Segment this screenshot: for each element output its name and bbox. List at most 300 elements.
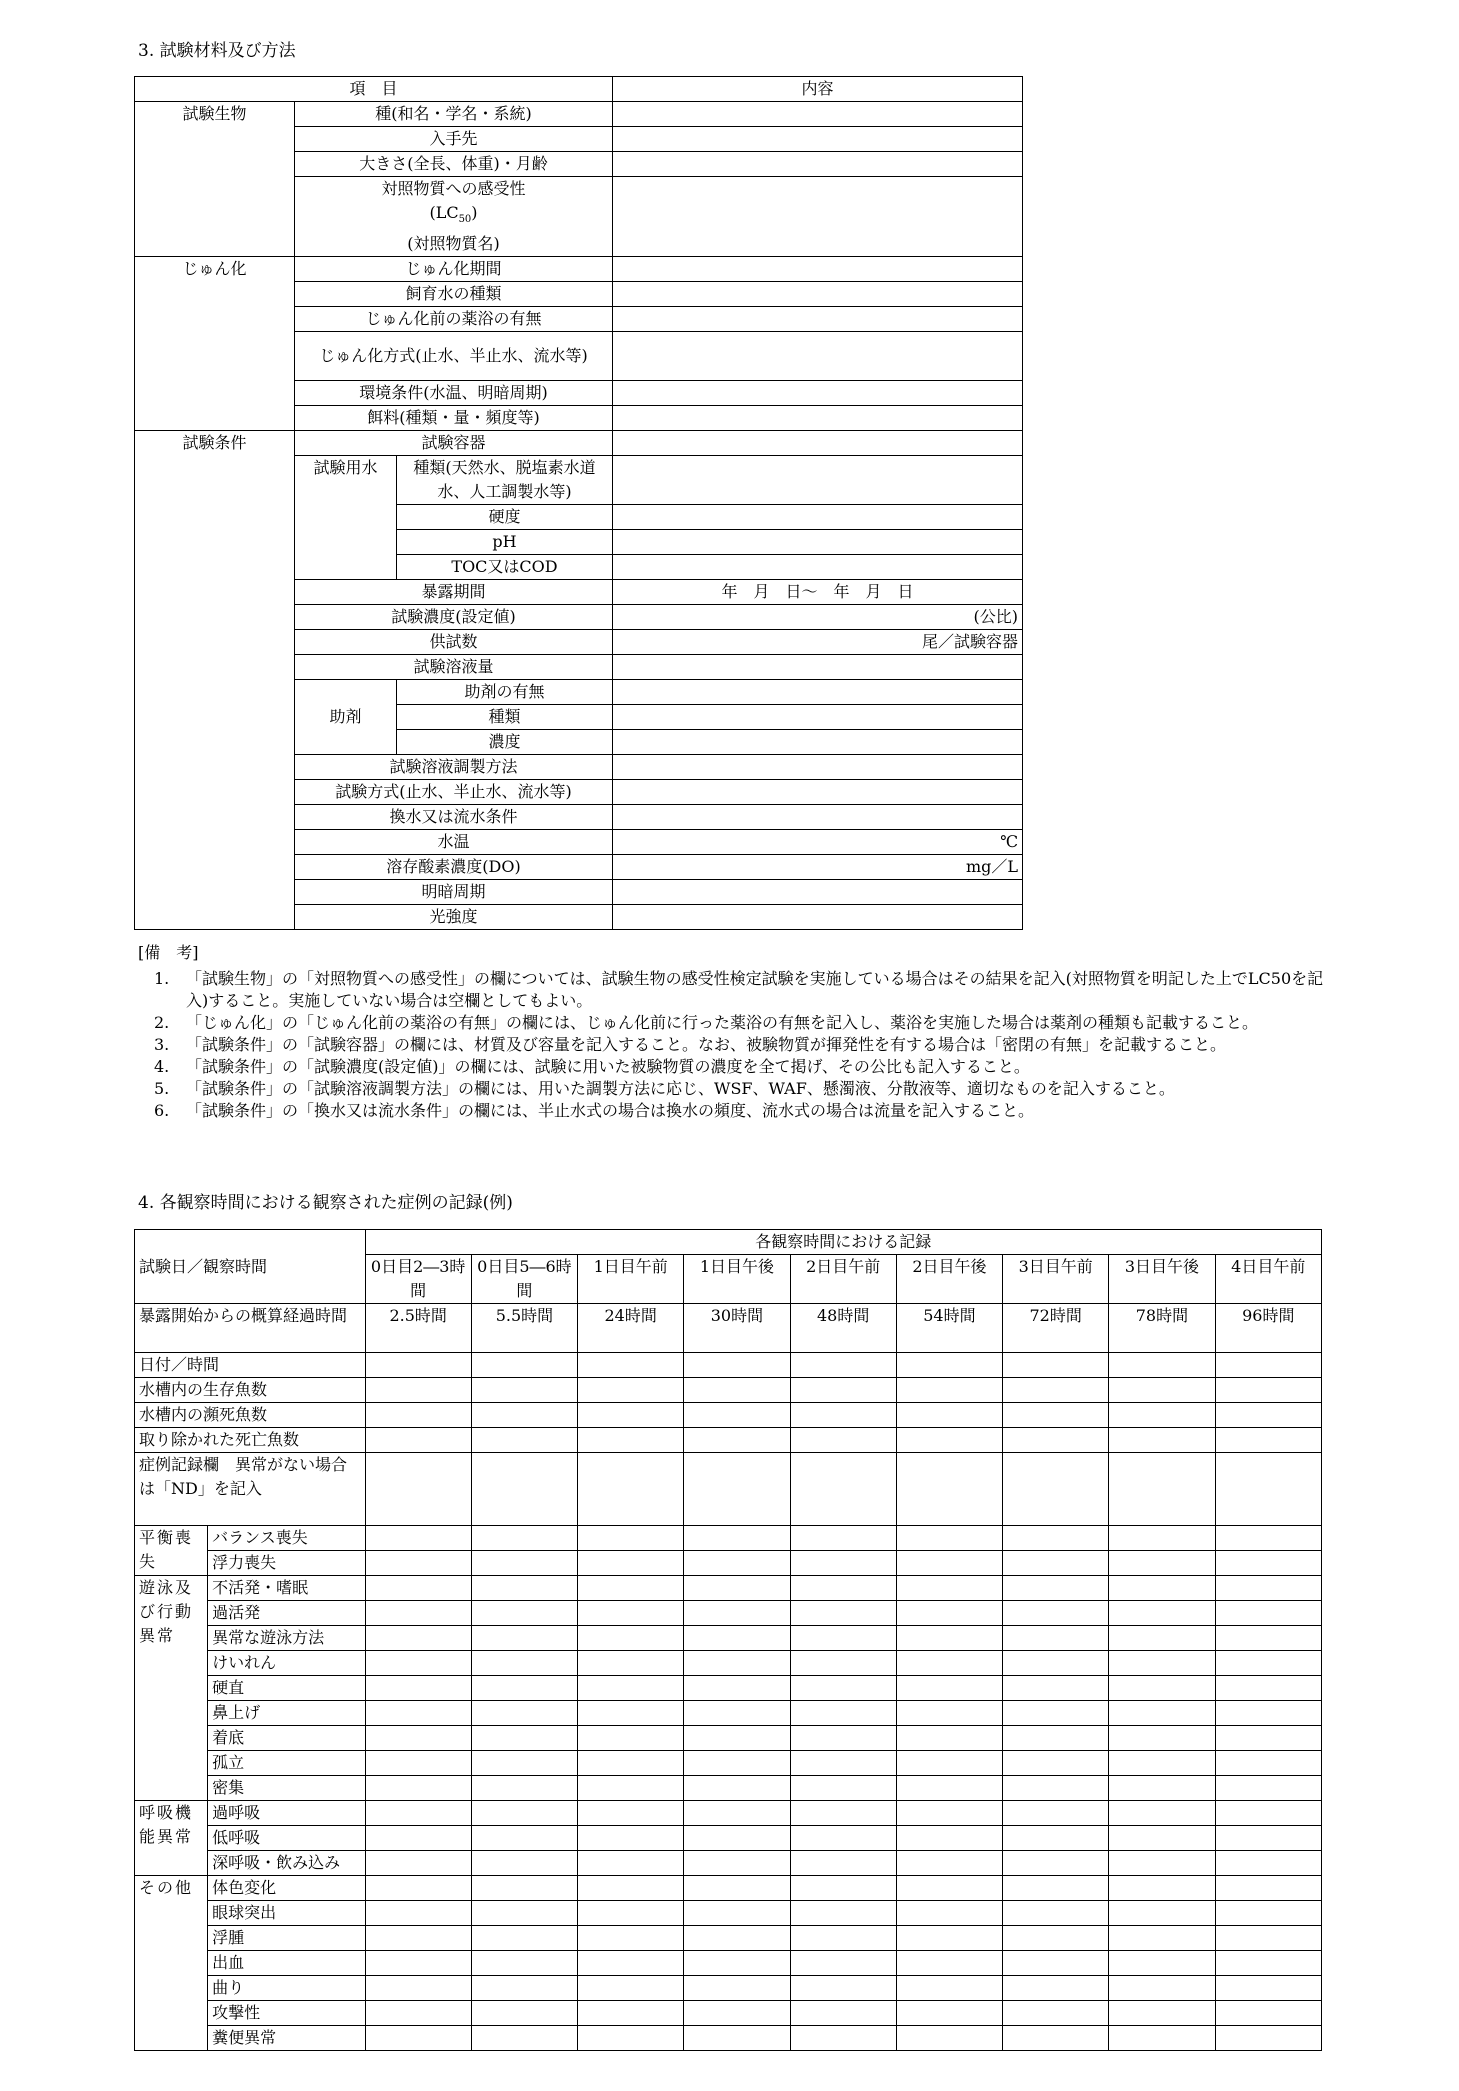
record-cell[interactable] (790, 1601, 896, 1626)
record-cell[interactable] (578, 1378, 684, 1403)
record-cell[interactable] (1215, 1378, 1321, 1403)
record-cell[interactable] (790, 1626, 896, 1651)
record-cell[interactable] (1109, 1726, 1215, 1751)
record-cell[interactable] (578, 1453, 684, 1526)
record-cell[interactable] (1003, 1353, 1109, 1378)
record-cell[interactable] (471, 1651, 577, 1676)
record-cell[interactable] (365, 1403, 471, 1428)
record-cell[interactable] (365, 1701, 471, 1726)
record-cell[interactable] (1003, 2001, 1109, 2026)
record-cell[interactable] (1215, 1676, 1321, 1701)
record-cell[interactable] (1003, 2026, 1109, 2051)
record-cell[interactable] (365, 1876, 471, 1901)
record-cell[interactable] (684, 1951, 790, 1976)
record-cell[interactable] (684, 1453, 790, 1526)
record-cell[interactable] (365, 2026, 471, 2051)
record-cell[interactable] (896, 1926, 1002, 1951)
record-cell[interactable] (1109, 1626, 1215, 1651)
record-cell[interactable] (790, 1926, 896, 1951)
record-cell[interactable] (1003, 1901, 1109, 1926)
record-cell[interactable] (365, 1976, 471, 2001)
record-cell[interactable] (790, 2001, 896, 2026)
record-cell[interactable] (1109, 1453, 1215, 1526)
record-cell[interactable] (790, 1526, 896, 1551)
photoperiod-label: 明暗周期 (295, 880, 613, 905)
water-type-label: 種類(天然水、脱塩素水道水、人工調製水等) (397, 456, 613, 505)
record-cell[interactable] (790, 1751, 896, 1776)
record-cell[interactable] (896, 1378, 1002, 1403)
record-cell[interactable] (684, 1926, 790, 1951)
record-cell[interactable] (790, 1651, 896, 1676)
record-cell[interactable] (1215, 1551, 1321, 1576)
record-cell[interactable] (1003, 1976, 1109, 2001)
record-cell[interactable] (471, 1876, 577, 1901)
symptom-label: 浮腫 (208, 1926, 365, 1951)
record-cell[interactable] (896, 1403, 1002, 1428)
record-cell[interactable] (1215, 1453, 1321, 1526)
record-cell[interactable] (471, 1976, 577, 2001)
record-cell[interactable] (1003, 1378, 1109, 1403)
record-cell[interactable] (684, 1976, 790, 2001)
record-cell[interactable] (471, 1751, 577, 1776)
record-cell[interactable] (1109, 2001, 1215, 2026)
record-cell[interactable] (578, 1701, 684, 1726)
record-cell[interactable] (790, 1826, 896, 1851)
record-cell[interactable] (896, 1428, 1002, 1453)
record-cell[interactable] (365, 1676, 471, 1701)
record-cell[interactable] (471, 1851, 577, 1876)
record-cell[interactable] (471, 1726, 577, 1751)
symptom-label: 眼球突出 (208, 1901, 365, 1926)
record-cell[interactable] (1109, 1576, 1215, 1601)
record-cell[interactable] (896, 1453, 1002, 1526)
record-cell[interactable] (365, 1428, 471, 1453)
method-value[interactable] (613, 780, 1023, 805)
record-cell[interactable] (1215, 1751, 1321, 1776)
record-cell[interactable] (471, 1526, 577, 1551)
record-cell[interactable] (896, 1626, 1002, 1651)
record-cell[interactable] (684, 1701, 790, 1726)
record-cell[interactable] (1109, 1876, 1215, 1901)
acclim-period-value[interactable] (613, 257, 1023, 282)
bath-value[interactable] (613, 307, 1023, 332)
record-cell[interactable] (790, 1951, 896, 1976)
record-cell[interactable] (578, 1726, 684, 1751)
record-cell[interactable] (1109, 1676, 1215, 1701)
record-cell[interactable] (1215, 2026, 1321, 2051)
elapsed-value: 24時間 (578, 1304, 684, 1353)
note-number: 4. (154, 1057, 170, 1076)
record-cell[interactable] (896, 1726, 1002, 1751)
record-cell[interactable] (1215, 1526, 1321, 1551)
record-cell[interactable] (1215, 1951, 1321, 1976)
record-cell[interactable] (1215, 1926, 1321, 1951)
record-cell[interactable] (790, 1353, 896, 1378)
record-cell[interactable] (896, 1651, 1002, 1676)
sensitivity-line2: $(LC_{50})$ (429, 203, 478, 226)
record-cell[interactable] (471, 1576, 577, 1601)
record-cell[interactable] (1003, 1701, 1109, 1726)
record-cell[interactable] (365, 1901, 471, 1926)
record-cell[interactable] (578, 1403, 684, 1428)
record-cell[interactable] (790, 1801, 896, 1826)
solution-volume-value[interactable] (613, 655, 1023, 680)
table-row (135, 1601, 1322, 1626)
record-cell[interactable] (471, 2026, 577, 2051)
size-value[interactable] (613, 152, 1023, 177)
record-cell[interactable] (365, 1751, 471, 1776)
record-cell[interactable] (684, 1726, 790, 1751)
record-cell[interactable] (471, 1403, 577, 1428)
record-cell[interactable] (1003, 1601, 1109, 1626)
record-cell[interactable] (790, 1576, 896, 1601)
do-label: 溶存酸素濃度(DO) (295, 855, 613, 880)
record-cell[interactable] (790, 1976, 896, 2001)
record-cell[interactable] (365, 1526, 471, 1551)
record-cell[interactable] (471, 1701, 577, 1726)
record-cell[interactable] (790, 1701, 896, 1726)
photoperiod-value[interactable] (613, 880, 1023, 905)
hardness-value[interactable] (613, 505, 1023, 530)
table-row (135, 1551, 1322, 1576)
table-row (135, 1453, 1322, 1526)
row-removed: 取り除かれた死亡魚数 (135, 1428, 366, 1453)
record-cell[interactable] (471, 1353, 577, 1378)
record-cell[interactable] (578, 1676, 684, 1701)
aux-conc-value[interactable] (613, 730, 1023, 755)
record-cell[interactable] (896, 1576, 1002, 1601)
elapsed-label: 暴露開始からの概算経過時間 (135, 1304, 366, 1353)
record-cell[interactable] (1109, 1428, 1215, 1453)
species-value[interactable] (613, 102, 1023, 127)
solution-volume-label: 試験溶液量 (295, 655, 613, 680)
record-cell[interactable] (1003, 1851, 1109, 1876)
record-cell[interactable] (578, 1601, 684, 1626)
record-cell[interactable] (1003, 1926, 1109, 1951)
rearing-water-label: 飼育水の種類 (295, 282, 613, 307)
record-cell[interactable] (1215, 1801, 1321, 1826)
record-cell[interactable] (896, 1801, 1002, 1826)
record-cell[interactable] (578, 1576, 684, 1601)
record-cell[interactable] (684, 1526, 790, 1551)
renewal-value[interactable] (613, 805, 1023, 830)
rearing-water-value[interactable] (613, 282, 1023, 307)
record-cell[interactable] (1003, 1951, 1109, 1976)
table-row (135, 1726, 1322, 1751)
group-label-balance: 平衡喪失 (135, 1526, 208, 1576)
record-cell[interactable] (1215, 1876, 1321, 1901)
record-cell[interactable] (1109, 1826, 1215, 1851)
record-cell[interactable] (684, 1901, 790, 1926)
record-cell[interactable] (1003, 1776, 1109, 1801)
record-cell[interactable] (1003, 1826, 1109, 1851)
record-cell[interactable] (471, 1601, 577, 1626)
record-cell[interactable] (790, 1901, 896, 1926)
notes (138, 942, 1328, 1122)
record-cell[interactable] (578, 1428, 684, 1453)
acclim-method-value[interactable] (613, 332, 1023, 381)
record-cell[interactable] (1003, 1626, 1109, 1651)
aux-presence-value[interactable] (613, 680, 1023, 705)
record-cell[interactable] (365, 1926, 471, 1951)
record-cell[interactable] (684, 1626, 790, 1651)
record-cell[interactable] (1109, 1601, 1215, 1626)
record-cell[interactable] (578, 1826, 684, 1851)
record-cell[interactable] (1003, 1403, 1109, 1428)
table-row (135, 1230, 1322, 1255)
feed-value[interactable] (613, 406, 1023, 431)
record-cell[interactable] (896, 2026, 1002, 2051)
record-cell[interactable] (365, 1576, 471, 1601)
organism-label: 試験生物 (135, 102, 295, 257)
acclim-method-label: じゅん化方式(止水、半止水、流水等) (295, 332, 613, 381)
record-cell[interactable] (365, 1651, 471, 1676)
note-text: 「じゅん化」の「じゅん化前の薬浴の有無」の欄には、じゅん化前に行った薬浴の有無を記入し、薬浴を実施した場合は薬剤の種類も記載すること。 (186, 1013, 1259, 1032)
record-cell[interactable] (471, 1926, 577, 1951)
record-cell[interactable] (1109, 2026, 1215, 2051)
record-cell[interactable] (684, 1776, 790, 1801)
record-cell[interactable] (1003, 1453, 1109, 1526)
record-cell[interactable] (790, 1776, 896, 1801)
record-cell[interactable] (1215, 1626, 1321, 1651)
record-cell[interactable] (896, 1826, 1002, 1851)
record-cell[interactable] (684, 1751, 790, 1776)
record-cell[interactable] (578, 1526, 684, 1551)
vessel-value[interactable] (613, 431, 1023, 456)
record-cell[interactable] (578, 1751, 684, 1776)
record-cell[interactable] (471, 1951, 577, 1976)
temp-value[interactable]: ℃ (613, 830, 1023, 855)
record-cell[interactable] (1003, 1876, 1109, 1901)
record-cell[interactable] (684, 1851, 790, 1876)
record-cell[interactable] (471, 1551, 577, 1576)
prep-value[interactable] (613, 755, 1023, 780)
record-cell[interactable] (1215, 1403, 1321, 1428)
record-cell[interactable] (1109, 1403, 1215, 1428)
number-value[interactable]: 尾／試験容器 (613, 630, 1023, 655)
renewal-label: 換水又は流水条件 (295, 805, 613, 830)
record-cell[interactable] (684, 1826, 790, 1851)
table-row (135, 1926, 1322, 1951)
record-cell[interactable] (1003, 1801, 1109, 1826)
record-cell[interactable] (1109, 1901, 1215, 1926)
record-cell[interactable] (365, 1453, 471, 1526)
record-cell[interactable] (1215, 1353, 1321, 1378)
record-cell[interactable] (790, 1676, 896, 1701)
record-cell[interactable] (471, 1801, 577, 1826)
record-cell[interactable] (578, 1926, 684, 1951)
record-cell[interactable] (684, 1651, 790, 1676)
record-cell[interactable] (896, 1876, 1002, 1901)
record-cell[interactable] (1215, 1601, 1321, 1626)
record-cell[interactable] (365, 1353, 471, 1378)
record-cell[interactable] (1109, 1851, 1215, 1876)
water-type-value[interactable] (613, 456, 1023, 505)
record-cell[interactable] (1215, 1726, 1321, 1751)
record-cell[interactable] (790, 1551, 896, 1576)
record-cell[interactable] (578, 1651, 684, 1676)
record-cell[interactable] (365, 1776, 471, 1801)
record-cell[interactable] (790, 1851, 896, 1876)
record-cell[interactable] (1003, 1726, 1109, 1751)
record-cell[interactable] (790, 1378, 896, 1403)
note-item (138, 1100, 1328, 1122)
record-cell[interactable] (1215, 1826, 1321, 1851)
record-cell[interactable] (578, 1801, 684, 1826)
record-cell[interactable] (365, 1951, 471, 1976)
record-cell[interactable] (1109, 1776, 1215, 1801)
record-cell[interactable] (684, 1353, 790, 1378)
record-cell[interactable] (471, 1378, 577, 1403)
record-cell[interactable] (790, 1453, 896, 1526)
elapsed-value: 78時間 (1109, 1304, 1215, 1353)
record-cell[interactable] (684, 1378, 790, 1403)
record-cell[interactable] (1003, 1526, 1109, 1551)
record-cell[interactable] (471, 1676, 577, 1701)
record-cell[interactable] (790, 1428, 896, 1453)
record-cell[interactable] (790, 2026, 896, 2051)
record-cell[interactable] (684, 1876, 790, 1901)
record-cell[interactable] (1215, 1428, 1321, 1453)
record-cell[interactable] (896, 1901, 1002, 1926)
record-cell[interactable] (684, 1676, 790, 1701)
table-row (135, 1826, 1322, 1851)
record-cell[interactable] (1109, 1378, 1215, 1403)
record-cell[interactable] (896, 1701, 1002, 1726)
record-cell[interactable] (578, 1551, 684, 1576)
record-cell[interactable] (896, 1551, 1002, 1576)
record-cell[interactable] (1215, 1976, 1321, 2001)
record-cell[interactable] (1109, 1926, 1215, 1951)
record-cell[interactable] (684, 2001, 790, 2026)
record-cell[interactable] (578, 1901, 684, 1926)
do-value[interactable]: mg／L (613, 855, 1023, 880)
record-cell[interactable] (578, 1353, 684, 1378)
record-cell[interactable] (1109, 1751, 1215, 1776)
record-cell[interactable] (365, 1851, 471, 1876)
symptom-label: 攻撃性 (208, 2001, 365, 2026)
record-cell[interactable] (1003, 1751, 1109, 1776)
record-cell[interactable] (790, 1876, 896, 1901)
record-cell[interactable] (1215, 1576, 1321, 1601)
record-cell[interactable] (1003, 1651, 1109, 1676)
record-cell[interactable] (896, 1676, 1002, 1701)
record-cell[interactable] (365, 1601, 471, 1626)
record-cell[interactable] (578, 1876, 684, 1901)
record-cell[interactable] (1109, 1976, 1215, 2001)
note-number: 5. (154, 1079, 170, 1098)
table-row (135, 1751, 1322, 1776)
record-cell[interactable] (896, 1976, 1002, 2001)
record-cell[interactable] (1109, 1701, 1215, 1726)
section3-title: 3. 試験材料及び方法 (138, 41, 296, 61)
record-cell[interactable] (1215, 1701, 1321, 1726)
ph-value[interactable] (613, 530, 1023, 555)
record-cell[interactable] (896, 1601, 1002, 1626)
record-cell[interactable] (1109, 1651, 1215, 1676)
record-cell[interactable] (365, 1726, 471, 1751)
record-cell[interactable] (684, 1551, 790, 1576)
record-cell[interactable] (1215, 1851, 1321, 1876)
record-cell[interactable] (1109, 1951, 1215, 1976)
record-cell[interactable] (1215, 1776, 1321, 1801)
record-cell[interactable] (1215, 1901, 1321, 1926)
record-cell[interactable] (684, 1428, 790, 1453)
sensitivity-value[interactable] (613, 177, 1023, 257)
record-cell[interactable] (471, 1428, 577, 1453)
record-cell[interactable] (578, 1951, 684, 1976)
source-value[interactable] (613, 127, 1023, 152)
record-cell[interactable] (1109, 1353, 1215, 1378)
environment-value[interactable] (613, 381, 1023, 406)
record-cell[interactable] (896, 1526, 1002, 1551)
record-cell[interactable] (471, 1901, 577, 1926)
record-cell[interactable] (471, 1826, 577, 1851)
record-cell[interactable] (896, 2001, 1002, 2026)
record-cell[interactable] (896, 1851, 1002, 1876)
acclim-period-label: じゅん化期間 (295, 257, 613, 282)
symptom-label: 糞便異常 (208, 2026, 365, 2051)
toc-value[interactable] (613, 555, 1023, 580)
aux-type-value[interactable] (613, 705, 1023, 730)
record-cell[interactable] (790, 1403, 896, 1428)
record-cell[interactable] (1109, 1801, 1215, 1826)
record-cell[interactable] (1215, 2001, 1321, 2026)
record-cell[interactable] (896, 1951, 1002, 1976)
table-row (135, 1801, 1322, 1826)
record-cell[interactable] (578, 2001, 684, 2026)
record-cell[interactable] (1003, 1551, 1109, 1576)
record-cell[interactable] (1215, 1651, 1321, 1676)
record-cell[interactable] (365, 1378, 471, 1403)
record-cell[interactable] (1003, 1676, 1109, 1701)
concentration-value[interactable]: (公比) (613, 605, 1023, 630)
record-cell[interactable] (684, 1576, 790, 1601)
record-cell[interactable] (471, 1776, 577, 1801)
record-cell[interactable] (896, 1353, 1002, 1378)
record-cell[interactable] (365, 1826, 471, 1851)
record-cell[interactable] (1003, 1428, 1109, 1453)
record-cell[interactable] (896, 1776, 1002, 1801)
record-cell[interactable] (578, 1776, 684, 1801)
light-value[interactable] (613, 905, 1023, 930)
record-cell[interactable] (790, 1726, 896, 1751)
record-cell[interactable] (896, 1751, 1002, 1776)
exposure-value[interactable]: 年 月 日～ 年 月 日 (613, 580, 1023, 605)
record-cell[interactable] (471, 2001, 577, 2026)
symptom-label: 異常な遊泳方法 (208, 1626, 365, 1651)
record-cell[interactable] (471, 1453, 577, 1526)
section4-title: 4. 各観察時間における観察された症例の記録(例) (138, 1193, 513, 1213)
record-cell[interactable] (578, 2026, 684, 2051)
record-cell[interactable] (1003, 1576, 1109, 1601)
record-cell[interactable] (684, 1601, 790, 1626)
record-cell[interactable] (365, 2001, 471, 2026)
record-cell[interactable] (684, 1403, 790, 1428)
record-cell[interactable] (365, 1801, 471, 1826)
record-cell[interactable] (1109, 1551, 1215, 1576)
record-cell[interactable] (471, 1626, 577, 1651)
record-cell[interactable] (684, 1801, 790, 1826)
row-date: 日付／時間 (135, 1353, 366, 1378)
record-cell[interactable] (684, 2026, 790, 2051)
record-cell[interactable] (578, 1976, 684, 2001)
record-cell[interactable] (1109, 1526, 1215, 1551)
record-cell[interactable] (365, 1551, 471, 1576)
record-cell[interactable] (578, 1626, 684, 1651)
record-cell[interactable] (365, 1626, 471, 1651)
record-cell[interactable] (578, 1851, 684, 1876)
